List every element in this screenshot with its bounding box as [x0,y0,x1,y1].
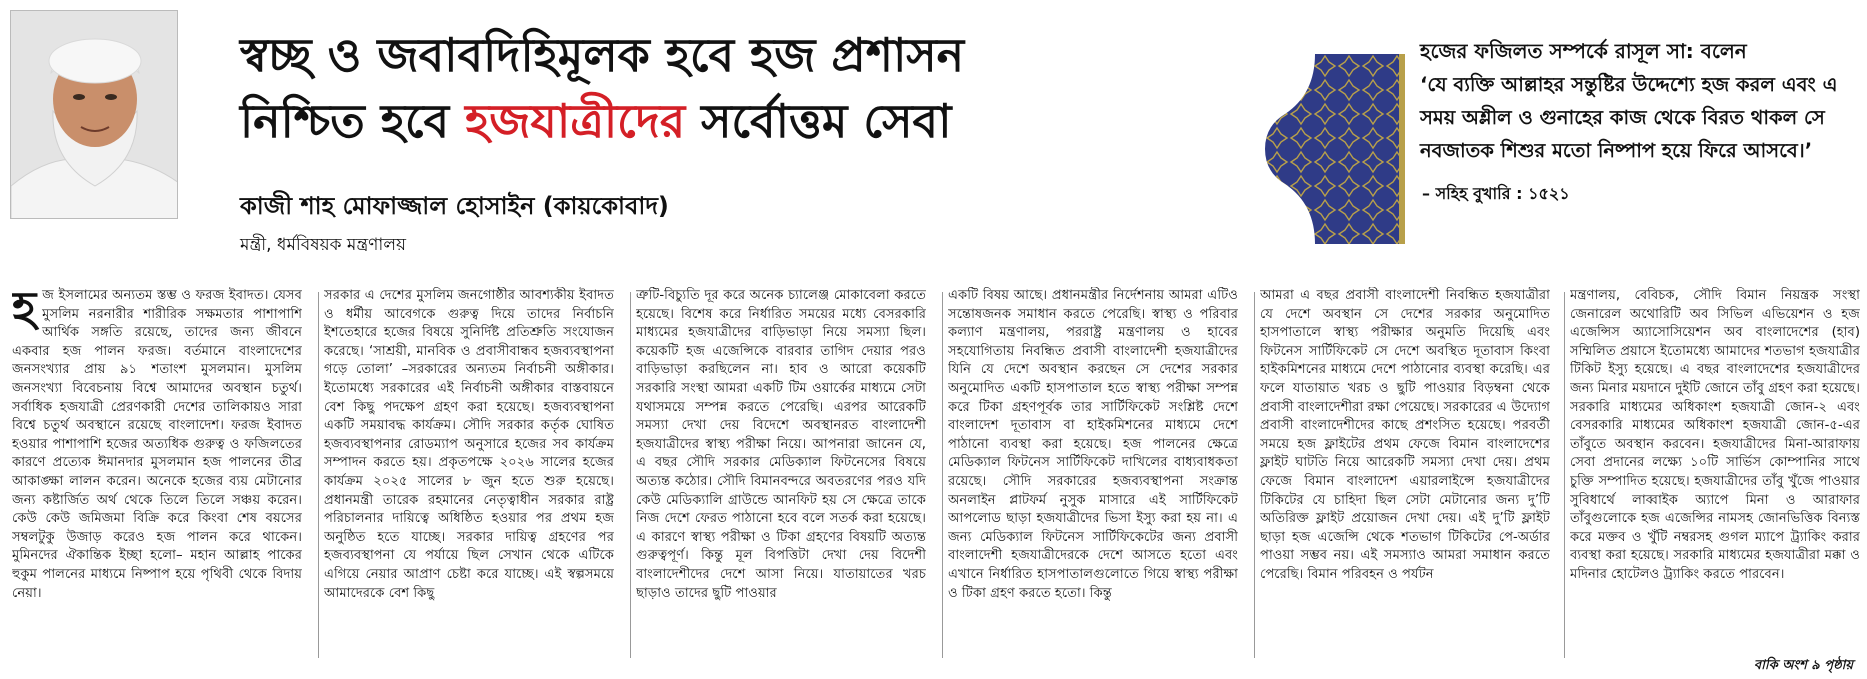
headline-line-2 [240,88,1230,154]
article-column-3 [636,287,926,659]
headline-highlight: হজযাত্রীদের [465,94,686,148]
column-2-text: সরকার এ দেশের মুসলিম জনগোষ্ঠীর আবশ্যকীয় ইবাদত ও ধর্মীয় আবেগকে গুরুত্ব দিয়ে তাদের নির্বাচনি ইশতেহারে হজের বিষয়ে সুনির্দিষ্ট প্রতিশ্রুতি সংযোজন করেছে। ‘সাশ্রয়ী, মানবিক ও প্রবাসীবান্ধব হজব্যবস্থাপনা গড়ে তোলা’ –সরকারের অন্যতম নির্বাচনী অঙ্গীকার। ইতোমধ্যে সরকারের এই নির্বাচনী অঙ্গীকার বাস্তবায়নে বেশ কিছু পদক্ষেপ গ্রহণ করা হয়েছে। হজব্যবস্থাপনা একটি সময়াবদ্ধ কার্যক্রম। সৌদি সরকার কর্তৃক ঘোষিত হজব্যবস্থাপনার রোডম্যাপ অনুসারে হজের সব কার্যক্রম সম্পাদন করতে হয়। প্রকৃতপক্ষে ২০২৬ সালের হজের কার্যক্রম ২০২৫ সালের ৮ জুন হতে শুরু হয়েছে। প্রধানমন্ত্রী তারেক রহমানের নেতৃত্বাধীন সরকার রাষ্ট্র পরিচালনার দায়িত্বে অধিষ্ঠিত হওয়ার পর প্রথম হজ অনুষ্ঠিত হতে যাচ্ছে। সরকার দায়িত্ব গ্রহণের পর হজব্যবস্থাপনা যে পর্যায়ে ছিল সেখান থেকে এটিকে এগিয়ে নেয়ার আপ্রাণ চেষ্টা করে যাচ্ছে। এই স্বল্পসময়ে আমাদেরকে বেশ কিছু [324,288,614,601]
quote-body: ‘যে ব্যক্তি আল্লাহর সন্তুষ্টির উদ্দেশ্যে হজ করল এবং এ সময় অশ্লীল ও গুনাহের কাজ থেকে বিরত থাকল সে নবজাতক শিশুর মতো নিষ্পাপ হয়ে ফিরে আসবে।’ [1420,73,1838,162]
article-column-4 [948,287,1238,659]
headline-line-1: স্বচ্ছ ও জবাবদিহিমূলক হবে হজ প্রশাসন [240,28,965,82]
quote-title: হজের ফজিলত সম্পর্কে রাসূল সা: বলেন [1420,39,1747,63]
author-role: মন্ত্রী, ধর্মবিষয়ক মন্ত্রণালয় [240,235,407,255]
portrait-illustration [11,11,178,219]
headline-line-2-end: সর্বোত্তম সেবা [685,94,952,148]
continued-on-page: বাকি অংশ ৯ পৃষ্ঠায় [1753,658,1853,673]
headline-line-2-start: নিশ্চিত হবে [240,94,466,148]
article-column-1 [12,287,302,659]
column-divider [1254,292,1255,658]
article-column-5 [1260,287,1550,659]
quote-text [1420,34,1860,208]
column-divider [318,292,319,658]
column-divider [1564,292,1565,658]
hadith-quote-box [1265,34,1860,264]
islamic-arch-ornament-icon [1265,54,1405,244]
column-3-text: ত্রুটি-বিচ্যুতি দূর করে অনেক চ্যালেঞ্জ মোকাবেলা করতে হয়েছে। বিশেষ করে নির্ধারিত সময়ের মধ্যে বেসরকারি মাধ্যমের হজযাত্রীদের বাড়িভাড়া নিয়ে সমস্যা ছিল। কয়েকটি হজ এজেন্সিকে বারবার তাগিদ দেয়ার পরও বাড়িভাড়া করছিলেন না। হাব ও আরো কয়েকটি সরকারি সংস্থা আমরা একটি টিম ওয়ার্কের মাধ্যমে সেটা যথাসময়ে সম্পন্ন করতে পেরেছি। এরপর আরেকটি সমস্যা দেখা দেয় বিদেশে অবস্থানরত বাংলাদেশী হজযাত্রীদের স্বাস্থ্য পরীক্ষা নিয়ে। আপনারা জানেন যে, এ বছর সৌদি সরকার মেডিক্যাল ফিটনেসের বিষয়ে অত্যন্ত কঠোর। সৌদি বিমানবন্দরে অবতরণের পরও যদি কেউ মেডিক্যালি গ্রাউন্ডে আনফিট হয় সে ক্ষেত্রে তাকে নিজ দেশে ফেরত পাঠানো হবে বলে সতর্ক করা হয়েছে। এ কারণে স্বাস্থ্য পরীক্ষা ও টিকা গ্রহণের বিষয়টি অত্যন্ত গুরুত্বপূর্ণ। কিন্তু মূল বিপত্তিটা দেখা দেয় বিদেশী বাংলাদেশীদের দেশে আসা নিয়ে। যাতায়াতের খরচ ছাড়াও তাদের ছুটি পাওয়ার [636,288,926,601]
article-column-2 [324,287,614,659]
column-1-text: জ ইসলামের অন্যতম স্তম্ভ ও ফরজ ইবাদত। যেসব মুসলিম নরনারীর শারীরিক সক্ষমতার পাশাপাশি আর্থিক সঙ্গতি রয়েছে, তাদের জন্য জীবনে একবার হজ পালন ফরজ। বর্তমানে বাংলাদেশের জনসংখ্যার প্রায় ৯১ শতাংশ মুসলমান। মুসলিম জনসংখ্যা বিবেচনায় বিশ্বে আমাদের অবস্থান চতুর্থ। সর্বাধিক হজযাত্রী প্রেরণকারী দেশের তালিকায়ও সারা বিশ্বে চতুর্থ অবস্থানে রয়েছে বাংলাদেশ। ফরজ ইবাদত হওয়ার পাশাপাশি হজের অত্যধিক গুরুত্ব ও ফজিলতের কারণে প্রত্যেক ঈমানদার মুসলমান হজ পালনের তীব্র আকাঙ্ক্ষা লালন করেন। অনেকে হজের ব্যয় মেটানোর জন্য কষ্টার্জিত অর্থ থেকে তিলে তিলে সঞ্চয় করেন। কেউ কেউ জমিজমা বিক্রি করে কিংবা শেষ বয়সের সম্বলটুকু উজাড় করেও হজ পালন করে থাকেন। মুমিনদের ঐকান্তিক ইচ্ছা হলো– মহান আল্লাহ পাকের হুকুম পালনের মাধ্যমে নিষ্পাপ হয়ে পৃথিবী থেকে বিদায় নেয়া। [12,288,302,601]
column-6-text: মন্ত্রণালয়, বেবিচক, সৌদি বিমান নিয়ন্ত্রক সংস্থা জেনারেল অথোরিটি অব সিভিল এভিয়েশন ও হজ এজেন্সিস অ্যাসোসিয়েশন অব বাংলাদেশের (হাব) সম্মিলিত প্রয়াসে ইতোমধ্যে আমাদের শতভাগ হজযাত্রীর টিকিট ইস্যু হয়েছে। এ বছর বাংলাদেশের হজযাত্রীদের জন্য মিনার ময়দানে দুইটি জোনে তাঁবু গ্রহণ করা হয়েছে। সরকারি মাধ্যমের অধিকাংশ হজযাত্রী জোন-২ এবং বেসরকারি মাধ্যমের অধিকাংশ হজযাত্রী জোন-৫-এর তাঁবুতে অবস্থান করবেন। হজযাত্রীদের মিনা-আরাফায় সেবা প্রদানের লক্ষ্যে ১০টি সার্ভিস কোম্পানির সাথে চুক্তি সম্পাদিত হয়েছে। হজযাত্রীদের তাঁবু খুঁজে পাওয়ার সুবিধার্থে লাব্বাইক অ্যাপে মিনা ও আরাফার তাঁবুগুলোকে হজ এজেন্সির নামসহ জোনভিত্তিক বিন্যস্ত করে মক্তব ও খুঁটি নম্বরসহ গুগল ম্যাপে ট্র্যাকিং করার ব্যবস্থা করা হয়েছে। সরকারি মাধ্যমের হজযাত্রীরা মক্কা ও মদিনার হোটেলও ট্র্যাকিং করতে পারবেন। [1570,288,1860,582]
author-photo [10,10,178,219]
article-body [12,287,1860,659]
article-column-6 [1570,287,1860,659]
author-name: কাজী শাহ মোফাজ্জাল হোসাইন (কায়কোবাদ) [240,192,669,220]
headline [240,22,1230,154]
column-divider [630,292,631,658]
quote-citation: – সহিহ বুখারি : ১৫২১ [1422,184,1570,203]
column-4-text: একটি বিষয় আছে। প্রধানমন্ত্রীর নির্দেশনায় আমরা এটিও সন্তোষজনক সমাধান করতে পেরেছি। স্বাস্থ্য ও পরিবার কল্যাণ মন্ত্রণালয়, পররাষ্ট্র মন্ত্রণালয় ও হাবের সহযোগিতায় নিবন্ধিত প্রবাসী বাংলাদেশী হজযাত্রীদের যিনি যে দেশে অবস্থান করছেন সে দেশের সরকার অনুমোদিত একটি হাসপাতাল হতে স্বাস্থ্য পরীক্ষা সম্পন্ন করে টিকা গ্রহণপূর্বক তার সার্টিফিকেট সংশ্লিষ্ট দেশে বাংলাদেশ দূতাবাস বা হাইকমিশনের মাধ্যমে দেশে পাঠানো ব্যবস্থা করা হয়েছে। হজ পালনের ক্ষেত্রে মেডিক্যাল ফিটনেস সার্টিফিকেট দাখিলের বাধ্যবাধকতা রয়েছে। সৌদি সরকারের হজব্যবস্থাপনা সংক্রান্ত অনলাইন প্লাটফর্ম নুসুক মাসারে এই সার্টিফিকেট আপলোড ছাড়া হজযাত্রীদের ভিসা ইস্যু করা হয় না। এ জন্য মেডিক্যাল ফিটনেস সার্টিফিকেটের জন্য প্রবাসী বাংলাদেশী হজযাত্রীদেরকে দেশে আসতে হতো এবং এখানে নির্ধারিত হাসপাতালগুলোতে গিয়ে স্বাস্থ্য পরীক্ষা ও টিকা গ্রহণ করতে হতো। কিন্তু [948,288,1238,601]
column-divider [942,292,943,658]
dropcap: হ [12,287,37,335]
column-5-text: আমরা এ বছর প্রবাসী বাংলাদেশী নিবন্ধিত হজযাত্রীরা যে দেশে অবস্থান সে দেশের সরকার অনুমোদিত হাসপাতালে স্বাস্থ্য পরীক্ষার অনুমতি দিয়েছি এবং ফিটনেস সার্টিফিকেট সে দেশে অবস্থিত দূতাবাস কিংবা হাইকমিশনের মাধ্যমে দেশে পাঠানোর ব্যবস্থা করেছি। এর ফলে যাতায়াত খরচ ও ছুটি পাওয়ার বিড়ম্বনা থেকে প্রবাসী বাংলাদেশীরা রক্ষা পেয়েছে। সরকারের এ উদ্যোগ প্রবাসী বাংলাদেশীদের কাছে প্রশংসিত হয়েছে। পরবর্তী সময়ে হজ ফ্লাইটের প্রথম ফেজে বিমান বাংলাদেশের ফ্লাইট ঘাটতি নিয়ে আরেকটি সমস্যা দেখা দেয়। প্রথম ফেজে বিমান বাংলাদেশ এয়ারলাইন্সে হজযাত্রীদের টিকিটের যে চাহিদা ছিল সেটা মেটানোর জন্য দু’টি অতিরিক্ত ফ্লাইট প্রয়োজন দেখা দেয়। এই দু’টি ফ্লাইট ছাড়া হজ এজেন্সি থেকে শতভাগ টিকিটের পে-অর্ডার পাওয়া সম্ভব নয়। এই সমস্যাও আমরা সমাধান করতে পেরেছি। বিমান পরিবহন ও পর্যটন [1260,288,1550,582]
